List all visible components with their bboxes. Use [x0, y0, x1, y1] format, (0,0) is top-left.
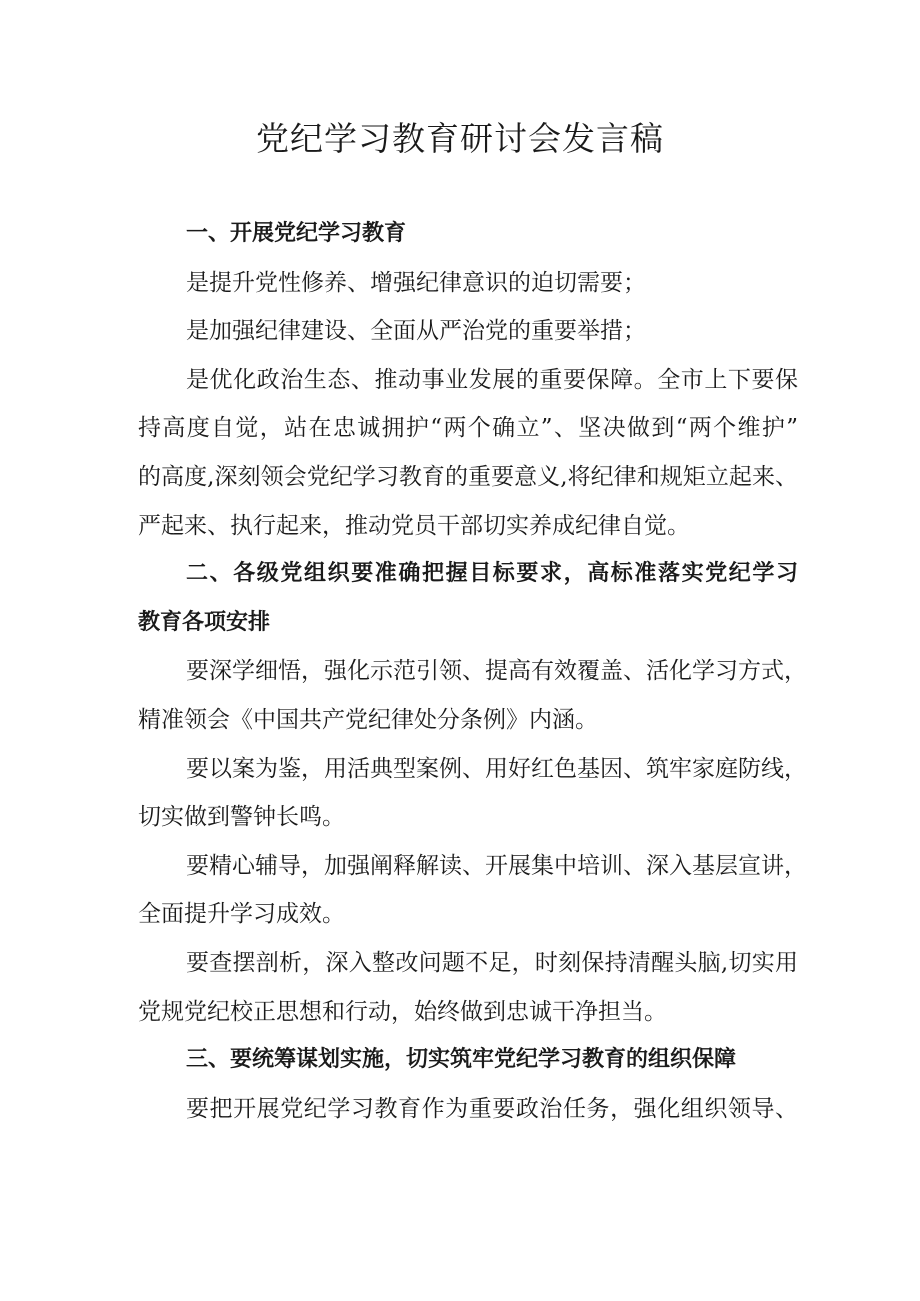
paragraph-line: 严起来、执行起来，推动党员干部切实养成纪律自觉。	[138, 512, 690, 539]
paragraph-line: 要精心辅导，加强阐释解读、开展集中培训、深入基层宣讲，	[186, 852, 807, 879]
section-heading-line: 三、要统筹谋划实施，切实筑牢党纪学习教育的组织保障	[186, 1047, 737, 1073]
section-heading-line: 二、各级党组织要准确把握目标要求，高标准落实党纪学习	[186, 561, 798, 587]
paragraph-line: 要查摆剖析，深入整改问题不足，时刻保持清醒头脑,切实用	[186, 949, 798, 976]
paragraph-line: 要深学细悟，强化示范引领、提高有效覆盖、活化学习方式，	[186, 658, 807, 685]
paragraph-line: 要以案为鉴，用活典型案例、用好红色基因、筑牢家庭防线，	[186, 755, 807, 782]
paragraph-line: 切实做到警钟长鸣。	[138, 804, 345, 831]
paragraph-line: 是优化政治生态、推动事业发展的重要保障。全市上下要保	[186, 366, 798, 393]
paragraph-line: 全面提升学习成效。	[138, 901, 345, 928]
section-heading-line: 一、开展党纪学习教育	[186, 221, 407, 246]
section-heading-line: 教育各项安排	[138, 609, 271, 635]
paragraph-line: 精准领会《中国共产党纪律处分条例》内涵。	[138, 706, 598, 733]
document-title: 党纪学习教育研讨会发言稿	[256, 119, 664, 158]
paragraph-line: 要把开展党纪学习教育作为重要政治任务，强化组织领导、	[186, 1095, 798, 1122]
paragraph-line: 党规党纪校正思想和行动，始终做到忠诚干净担当。	[138, 998, 667, 1025]
paragraph-line: 的高度,深刻领会党纪学习教育的重要意义,将纪律和规矩立起来、	[138, 463, 798, 490]
paragraph-line: 持高度自觉，站在忠诚拥护“两个确立”、坚决做到“两个维护”	[138, 415, 798, 442]
document-body	[138, 210, 807, 1133]
paragraph-line: 是提升党性修养、增强纪律意识的迫切需要；	[186, 269, 646, 296]
paragraph-line: 是加强纪律建设、全面从严治党的重要举措；	[186, 318, 646, 345]
